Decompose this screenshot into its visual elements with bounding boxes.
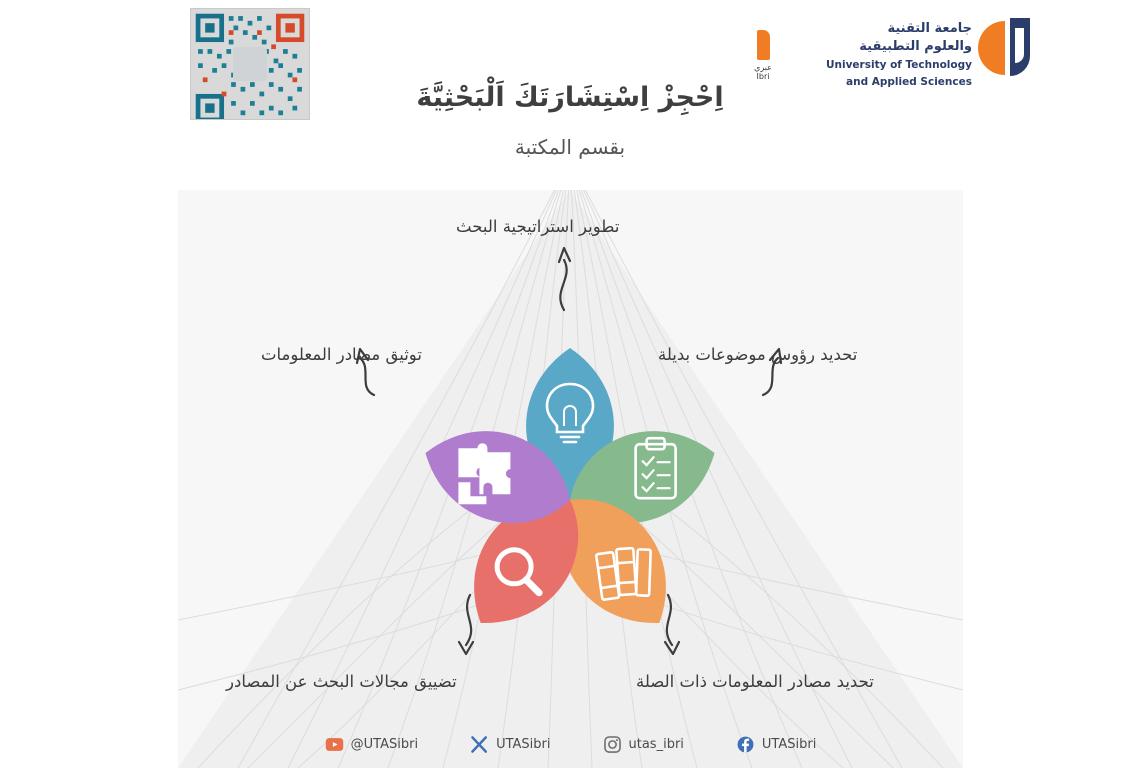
university-emblem-icon [974,14,1036,80]
university-name-ar-1: جامعة التقنية [887,21,972,36]
social-bar [178,730,963,758]
social-x-handle: UTASibri [496,736,551,752]
university-name-en-1: University of Technology [825,59,972,72]
facebook-icon [736,735,755,754]
x-twitter-icon [470,735,489,754]
label-cite: توثيق مصادر المعلومات [261,345,422,364]
campus-label-en: Ibri [756,72,770,81]
social-instagram-handle: utas_ibri [628,736,684,752]
qr-center-logo [233,47,267,81]
diagram-panel [178,190,963,768]
page-title: اِحْجِزْ اِسْتِشَارَتَكَ اَلْبَحْثِيَّةَ [416,82,724,113]
university-logo [740,14,972,88]
social-facebook[interactable] [736,735,816,754]
social-instagram[interactable] [603,735,684,754]
university-name [826,20,972,89]
campus-mark [740,30,786,81]
youtube-icon [325,735,344,754]
university-name-ar-2: والعلوم التطبيقية [859,38,972,54]
arrow-to-strategy [560,260,566,310]
social-youtube[interactable] [325,735,418,754]
label-sources: تحديد مصادر المعلومات ذات الصلة [636,672,874,691]
social-youtube-handle: @UTASibri [350,736,419,752]
campus-label-ar: عبري [754,63,772,72]
university-name-en-2: and Applied Sciences [846,76,972,89]
label-strategy: تطوير استراتيجية البحث [456,217,620,236]
page-subtitle: بقسم المكتبة [514,135,626,159]
social-x[interactable] [470,735,550,754]
label-narrow: تضييق مجالات البحث عن المصادر [226,672,457,691]
campus-icon [757,30,770,60]
label-topics: تحديد رؤوس موضوعات بديلة [658,345,858,364]
arrow-to-sources [667,595,672,645]
instagram-icon [603,735,622,754]
social-facebook-handle: UTASibri [761,736,817,752]
arrow-to-narrow [466,595,471,645]
